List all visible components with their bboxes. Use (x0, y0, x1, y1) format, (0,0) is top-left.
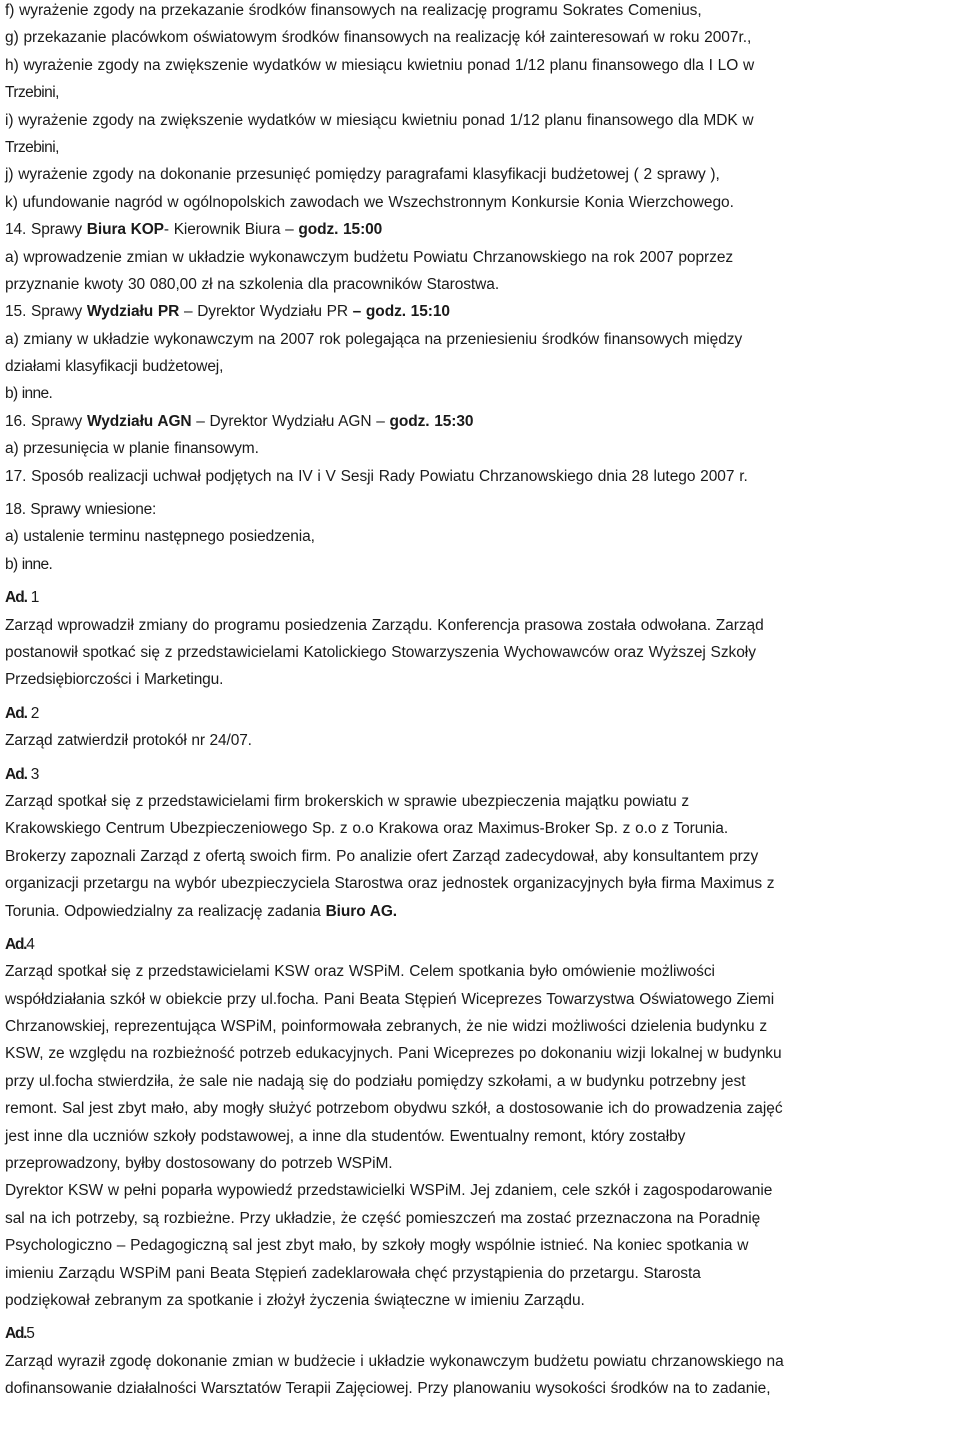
ad3-line5-text: Torunia. Odpowiedzialny za realizację zadania (5, 902, 326, 920)
item-15-department: Wydziału PR (86, 303, 180, 321)
item-16-prefix: 16. Sprawy (5, 412, 87, 430)
ad1-line1: Zarząd wprowadził zmiany do programu posiedzenia Zarządu. Konferencja prasowa została odwołana. Zarząd (5, 616, 764, 634)
item-15-a-line1: a) zmiany w układzie wykonawczym na 2007 rok polegająca na przeniesieniu środków finansowych między (5, 330, 743, 348)
agenda-item-i-line2: Trzebini, (5, 138, 59, 156)
ad3-responsible-unit: Biuro AG. (325, 902, 397, 920)
ad4-line4: KSW, ze względu na rozbieżność potrzeb edukacyjnych. Pani Wiceprezes po dokonaniu wizji lokalnej w budynku (5, 1045, 782, 1063)
ad2-line1: Zarząd zatwierdził protokół nr 24/07. (5, 732, 252, 750)
agenda-item-j: j) wyrażenie zgody na dokonanie przesunięć pomiędzy paragrafami klasyfikacji budżetowej ( 2 sprawy ), (5, 166, 720, 184)
agenda-item-i-line1: i) wyrażenie zgody na zwiększenie wydatków w miesiącu kwietniu ponad 1/12 planu finansowego dla MDK w (5, 111, 754, 129)
item-18-a: a) ustalenie terminu następnego posiedzenia, (5, 528, 315, 546)
ad1-heading (5, 584, 960, 611)
agenda-item-g: g) przekazanie placówkom oświatowym środków finansowych na realizację kół zainteresowań w roku 2007r., (5, 29, 752, 47)
item-14-responsible: - Kierownik Biura – (163, 221, 299, 239)
ad4-line12: imieniu Zarządu WSPiM pani Beata Stępień zadeklarowała chęć przystąpienia do przetargu. Starosta (5, 1264, 701, 1282)
ad3-heading (5, 761, 960, 788)
agenda-item-h-line2: Trzebini, (5, 84, 59, 102)
ad2-heading-number: 2 (26, 704, 39, 722)
ad3-line5 (5, 898, 960, 925)
agenda-item-15-heading (5, 298, 960, 325)
item-15-a-line2: działami klasyfikacji budżetowej, (5, 358, 224, 376)
ad4-line1: Zarząd spotkał się z przedstawicielami KSW oraz WSPiM. Celem spotkania było omówienie możliwości (5, 963, 715, 981)
agenda-item-k: k) ufundowanie nagród w ogólnopolskich zawodach we Wszechstronnym Konkursie Konia Wierzchowego. (5, 193, 734, 211)
item-14-prefix: 14. Sprawy (5, 221, 87, 239)
item-14-time: godz. 15:00 (298, 221, 383, 239)
ad4-line6: remont. Sal jest zbyt mało, aby mogły służyć potrzebom obydwu szkół, a dostosowanie ich do prowadzenia zajęć (5, 1100, 783, 1118)
ad3-line2: Krakowskiego Centrum Ubezpieczeniowego Sp. z o.o Krakowa oraz Maximus-Broker Sp. z o.o z Torunia. (5, 820, 729, 838)
item-16-department: Wydziału AGN (86, 412, 192, 430)
agenda-item-18-heading: 18. Sprawy wniesione: (5, 501, 157, 519)
item-16-time: godz. 15:30 (389, 412, 474, 430)
ad3-heading-label: Ad. (5, 765, 27, 783)
ad5-heading-label: Ad. (5, 1325, 27, 1343)
ad2-heading (5, 700, 960, 727)
item-15-prefix: 15. Sprawy (5, 303, 87, 321)
ad4-line11: Psychologiczno – Pedagogiczną sal jest zbyt mało, by szkoły mogły wspólnie istnieć. Na koniec spotkania w (5, 1237, 749, 1255)
ad1-heading-label: Ad. (5, 589, 27, 607)
ad4-line13: podziękował zebranym za spotkanie i złożył życzenia świąteczne w imieniu Zarządu. (5, 1291, 585, 1309)
ad1-line2: postanowił spotkać się z przedstawicielami Katolickiego Stowarzyszenia Wychowawców oraz Wyższej Szkoły (5, 643, 756, 661)
ad1-line3: Przedsiębiorczości i Marketingu. (5, 671, 224, 689)
ad4-heading-number: 4 (26, 935, 34, 953)
item-15-time: – godz. 15:10 (352, 303, 450, 321)
item-14-department: Biura KOP (86, 221, 164, 239)
document-body (5, 0, 960, 1403)
ad3-line4: organizacji przetargu na wybór ubezpieczyciela Starostwa oraz jednostek organizacyjnych była firma Maximus z (5, 875, 775, 893)
item-14-a-line2: przyznanie kwoty 30 080,00 zł na szkolenia dla pracowników Starostwa. (5, 275, 500, 293)
ad4-heading-label: Ad. (5, 935, 27, 953)
agenda-item-16-heading (5, 408, 960, 435)
ad4-heading (5, 931, 960, 958)
agenda-item-f: f) wyrażenie zgody na przekazanie środków finansowych na realizację programu Sokrates Comenius, (5, 2, 702, 19)
ad4-line3: Chrzanowskiej, reprezentująca WSPiM, poinformowała zebranych, że nie widzi możliwości dzielenia budynku z (5, 1018, 768, 1036)
ad1-heading-number: 1 (26, 589, 39, 607)
ad3-line3: Brokerzy zapoznali Zarząd z ofertą swoich firm. Po analizie ofert Zarząd zadecydował, aby konsultantem przy (5, 847, 759, 865)
item-18-b: b) inne. (5, 555, 53, 573)
ad2-heading-label: Ad. (5, 704, 27, 722)
agenda-item-17: 17. Sposób realizacji uchwał podjętych na IV i V Sesji Rady Powiatu Chrzanowskiego dnia 28 lutego 2007 r. (5, 467, 748, 485)
ad4-line5: przy ul.focha stwierdziła, że sale nie nadają się do podziału pomiędzy szkołami, a w budynku potrzebny jest (5, 1072, 746, 1090)
ad3-heading-number: 3 (26, 765, 39, 783)
item-15-b: b) inne. (5, 385, 53, 403)
item-14-a-line1: a) wprowadzenie zmian w układzie wykonawczym budżetu Powiatu Chrzanowskiego na rok 2007 poprzez (5, 248, 734, 266)
ad4-line8: przeprowadzony, byłby dostosowany do potrzeb WSPiM. (5, 1155, 393, 1173)
ad4-line9: Dyrektor KSW w pełni poparła wypowiedź przedstawicielki WSPiM. Jej zdaniem, cele szkół i zagospodarowanie (5, 1182, 773, 1200)
ad4-line2: współdziałania szkół w obiekcie przy ul.focha. Pani Beata Stępień Wiceprezes Towarzystwa Oświatowego Ziemi (5, 990, 775, 1008)
ad5-heading (5, 1320, 960, 1347)
item-15-responsible: – Dyrektor Wydziału PR (179, 303, 353, 321)
item-16-responsible: – Dyrektor Wydziału AGN – (191, 412, 390, 430)
ad4-line7: jest inne dla uczniów szkoły podstawowej, a inne dla studentów. Ewentualny remont, który zostałby (5, 1127, 686, 1145)
agenda-item-14-heading (5, 216, 960, 243)
item-16-a: a) przesunięcia w planie finansowym. (5, 440, 259, 458)
ad3-line1: Zarząd spotkał się z przedstawicielami firm brokerskich w sprawie ubezpieczenia majątku powiatu z (5, 792, 690, 810)
ad5-heading-number: 5 (26, 1325, 34, 1343)
ad5-line2: dofinansowanie działalności Warsztatów Terapii Zajęciowej. Przy planowaniu wysokości środków na to zadanie, (5, 1380, 771, 1398)
ad5-line1: Zarząd wyraził zgodę dokonanie zmian w budżecie i układzie wykonawczym budżetu powiatu chrzanowskiego na (5, 1352, 784, 1370)
agenda-item-h-line1: h) wyrażenie zgody na zwiększenie wydatków w miesiącu kwietniu ponad 1/12 planu finansowego dla I LO w (5, 56, 755, 74)
ad4-line10: sal na ich potrzeby, są rozbieżne. Przy układzie, że część pomieszczeń ma zostać przeznaczona na Poradnię (5, 1209, 761, 1227)
